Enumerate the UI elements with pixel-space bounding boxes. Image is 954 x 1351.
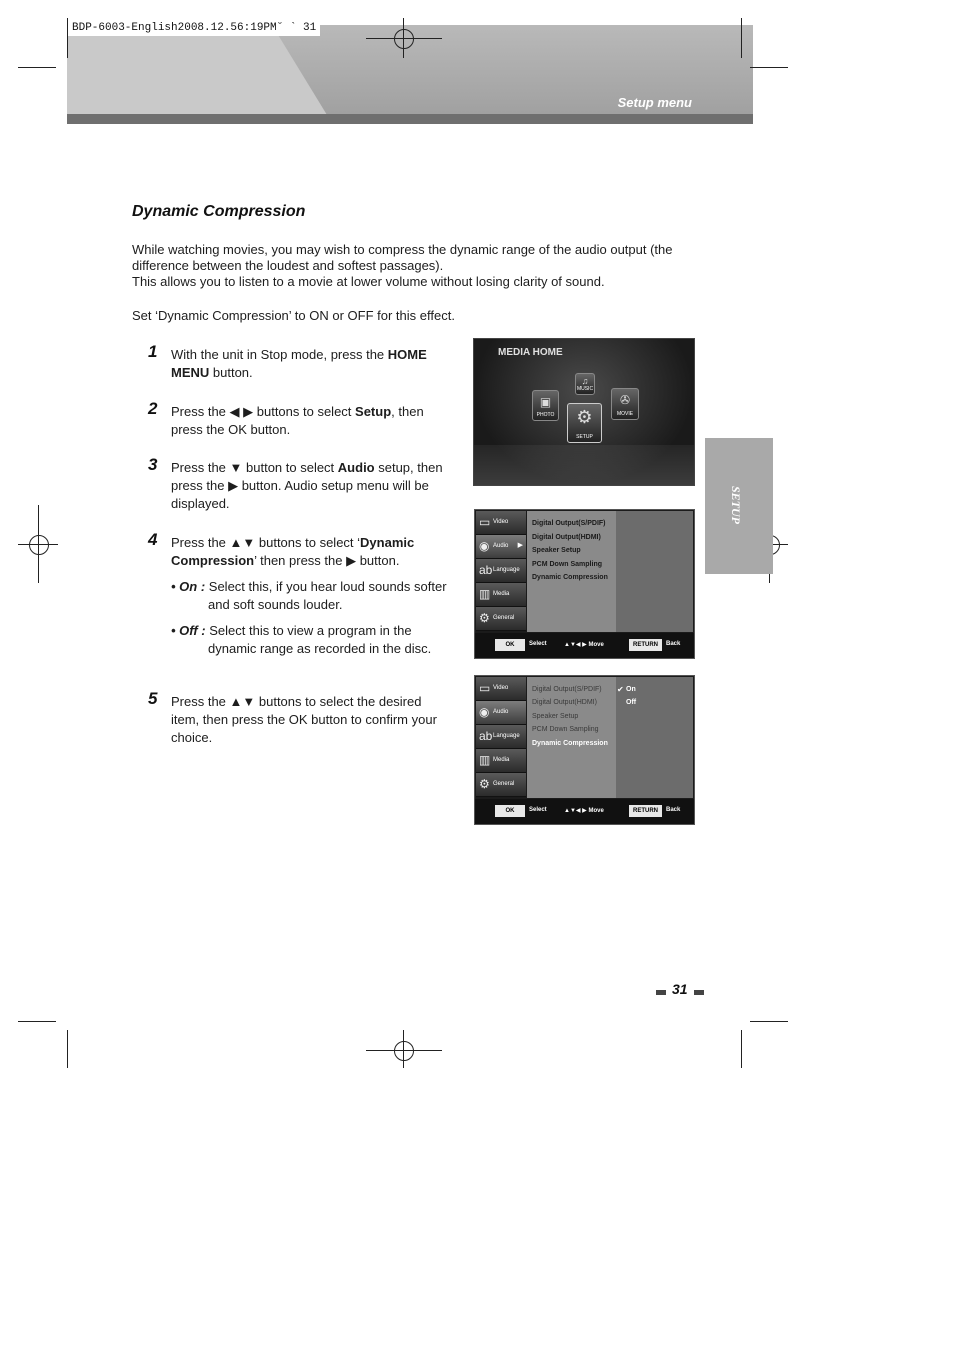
step-keyword: Setup [355,404,392,419]
sidebar-label: Language [493,733,520,739]
intro-line: difference between the loudest and softest passages). [132,258,444,273]
registration-mark-line [38,505,39,583]
crop-mark [67,1030,68,1068]
menu-item-pcm[interactable]: PCM Down Sampling [532,561,602,568]
movie-icon: ✇ MOVIE [611,388,639,420]
sidebar-item-video[interactable] [476,677,526,701]
sidebar-label: Video [493,685,509,691]
bullet-label: • On : [171,579,206,594]
audio-setup-screen [474,509,695,659]
submenu-panel [616,511,693,632]
music-icon-label: MUSIC [576,386,594,392]
registration-mark [394,1041,414,1061]
option-off[interactable]: Off [626,699,637,706]
bullet-on [171,578,451,614]
option-on[interactable]: On [626,686,636,693]
footer-back: Back [666,807,681,813]
footer-select: Select [529,641,547,647]
gear-icon: ⚙ [479,611,490,625]
page-heading: Dynamic Compression [132,203,306,220]
sidebar-label: Language [493,567,520,573]
menu-item-hdmi[interactable]: Digital Output(HDMI) [532,534,601,541]
gear-icon: ⚙ [479,777,490,791]
sidebar-label: Audio [493,709,509,715]
menu-item-pcm[interactable]: PCM Down Sampling [532,726,599,733]
registration-mark-line [366,1050,442,1051]
menu-item-hdmi[interactable]: Digital Output(HDMI) [532,699,597,706]
crop-mark [18,1021,56,1022]
footer-select: Select [529,807,547,813]
photo-icon: ▣ PHOTO [532,390,559,421]
step-keyword: Audio [337,460,375,475]
setup-footer [475,633,694,658]
registration-mark [394,29,414,49]
sidebar-item-language[interactable] [476,725,526,749]
step-3 [148,455,448,513]
bullet-text: and soft sounds louder. [208,597,343,612]
registration-mark-line [403,1030,404,1068]
bullet-text: dynamic range as recorded in the disc. [208,641,432,656]
media-home-title: MEDIA HOME [498,347,563,358]
tv-icon: ▭ [479,681,491,695]
speaker-icon: ◉ [479,539,490,553]
menu-item-spdif[interactable]: Digital Output(S/PDIF) [532,686,602,693]
check-icon: ✔ [617,685,624,694]
menu-item-dynamic-compression[interactable]: Dynamic Compression [532,740,608,747]
print-file-id: BDP-6003-English2008.12.56:19PM˘ ` 31 [68,20,320,36]
crop-mark [67,18,68,58]
step-text: ’ then press the ▶ button. [254,553,400,568]
sidebar-label: Audio [493,543,509,549]
page-number-decor [656,990,666,995]
media-home-floor [474,445,694,485]
language-icon: ab [479,563,493,577]
registration-mark-line [403,18,404,58]
step-keyword: HOME MENU [171,347,427,380]
step-text: Press the ▲▼ buttons to select ‘ [171,535,361,550]
sidebar-item-video[interactable] [476,511,526,535]
sidebar-item-audio[interactable] [476,535,526,559]
set-note: Set ‘Dynamic Compression’ to ON or OFF for this effect. [132,308,455,323]
step-number: 5 [148,689,158,708]
step-number: 3 [148,455,158,474]
sidebar-item-media[interactable] [476,749,526,773]
sidebar-label: General [493,781,515,787]
media-home-screen [473,338,695,486]
media-icon: ▥ [479,587,491,601]
speaker-icon: ◉ [479,705,490,719]
audio-menu [527,511,616,632]
sidebar-item-language[interactable] [476,559,526,583]
registration-mark-line [366,38,442,39]
sidebar-item-media[interactable] [476,583,526,607]
step-text: setup, then press the ▶ button. Audio setup menu will be displayed. [171,460,443,511]
sidebar-label: Media [493,591,510,597]
media-icon: ▥ [479,753,491,767]
step-2 [148,399,448,439]
bullet-off [171,622,451,658]
crop-mark [741,1030,742,1068]
step-keyword: Dynamic Compression [171,535,415,568]
crop-mark [750,1021,788,1022]
step-5 [148,689,448,747]
return-button: RETURN [629,639,662,651]
music-icon: ♫ MUSIC [575,373,595,395]
ok-button: OK [495,639,525,651]
crop-mark [18,67,56,68]
dynamic-compression-screen [474,675,695,825]
intro-line: This allows you to listen to a movie at lower volume without losing clarity of sound. [132,274,605,289]
step-4 [148,530,448,570]
side-tab-setup [705,438,773,574]
crop-mark [741,18,742,58]
audio-menu [527,677,616,798]
step-text: , then press the OK button. [171,404,424,437]
setup-sidebar [475,510,527,633]
step-text: Press the ▲▼ buttons to select the desired item, then press the OK button to confirm your choice. [171,694,437,745]
setup-icon-label: SETUP [576,434,593,440]
crop-mark [750,67,788,68]
footer-move: ▲▼◀ ▶ Move [564,808,604,814]
sidebar-label: Video [493,519,509,525]
menu-item-dynamic-compression[interactable]: Dynamic Compression [532,574,608,581]
sidebar-label: General [493,615,515,621]
footer-back: Back [666,641,681,647]
step-text: Press the ◀ ▶ buttons to select [171,404,356,419]
setup-footer [475,799,694,824]
step-number: 1 [148,342,158,361]
intro-line: While watching movies, you may wish to compress the dynamic range of the audio output (the [132,242,673,257]
page-number-decor [694,990,704,995]
menu-item-speaker[interactable]: Speaker Setup [532,713,579,720]
header-wedge [217,25,327,115]
setup-icon: ⚙ SETUP [567,403,602,443]
step-text: Press the ▼ button to select [171,460,338,475]
header-bottom-rule [67,114,753,124]
bullet-text: Select this to view a program in the [205,623,412,638]
step-1 [148,342,448,382]
menu-item-spdif[interactable]: Digital Output(S/PDIF) [532,520,606,527]
step-text: button. [209,365,253,380]
sidebar-label: Media [493,757,510,763]
ok-button: OK [495,805,525,817]
step-text: With the unit in Stop mode, press the [171,347,388,362]
movie-icon-label: MOVIE [616,411,634,417]
section-title: Setup menu [617,95,692,110]
bullet-label: • Off : [171,623,206,638]
registration-mark [29,535,49,555]
bullet-text: Select this, if you hear loud sounds softer [205,579,447,594]
page-number: 31 [672,981,688,997]
footer-move: ▲▼◀ ▶ Move [564,642,604,648]
step-number: 4 [148,530,158,549]
language-icon: ab [479,729,493,743]
side-tab-label: SETUP [729,486,743,525]
tv-icon: ▭ [479,515,491,529]
arrow-right-icon: ▶ [517,542,523,549]
step-number: 2 [148,399,158,418]
setup-sidebar [475,676,527,799]
menu-item-speaker[interactable]: Speaker Setup [532,547,581,554]
sidebar-item-audio[interactable] [476,701,526,725]
return-button: RETURN [629,805,662,817]
option-panel [616,677,693,798]
sidebar-item-general[interactable] [476,607,526,631]
sidebar-item-general[interactable] [476,773,526,797]
photo-icon-label: PHOTO [536,412,555,418]
